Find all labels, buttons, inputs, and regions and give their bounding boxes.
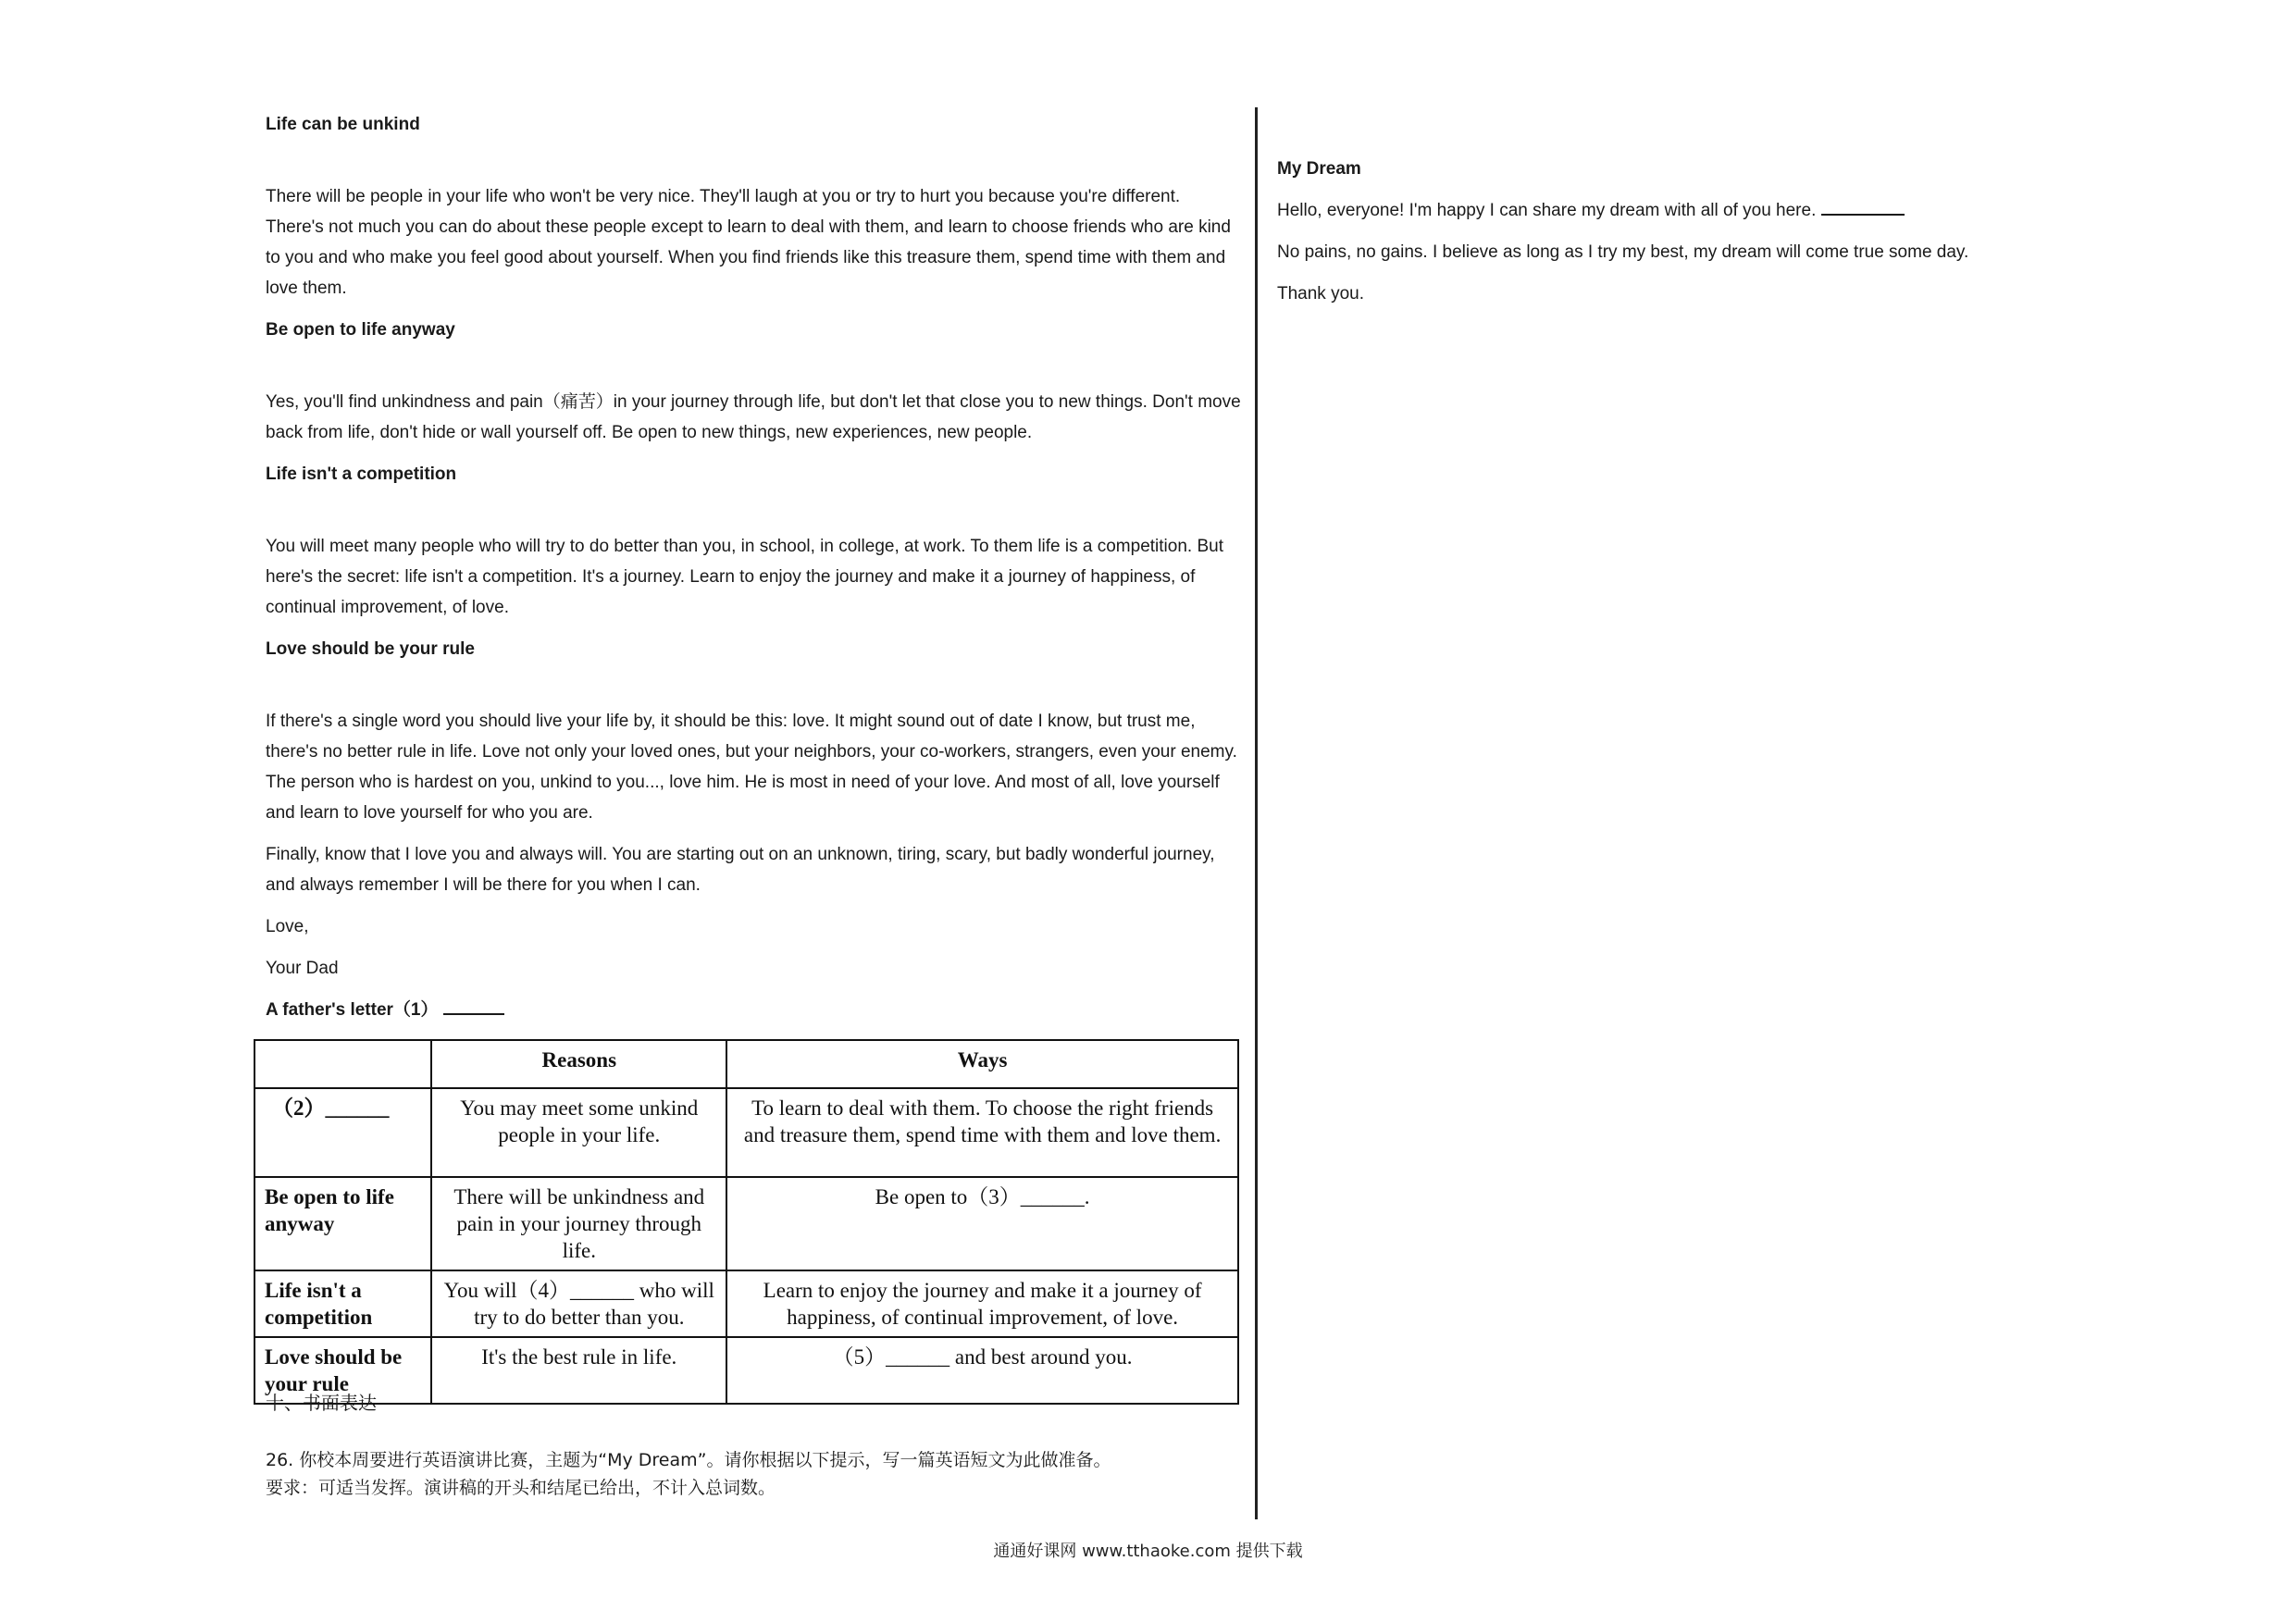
essay-closing: No pains, no gains. I believe as long as I try my best, my dream will come true some day. <box>1277 242 1969 262</box>
table-header-reasons: Reasons <box>431 1040 726 1088</box>
table-cell-reason: It's the best rule in life. <box>431 1337 726 1404</box>
left-column <box>266 109 1242 1025</box>
essay-answer-blank[interactable] <box>1821 214 1905 216</box>
table-cell-way: To learn to deal with them. To choose the right friends and treasure them, spend time with them and love them. <box>726 1088 1238 1177</box>
table-cell-label: Love should be your rule <box>254 1337 431 1404</box>
table-header-ways: Ways <box>726 1040 1238 1088</box>
table-cell-way[interactable]: （5）______ and best around you. <box>726 1337 1238 1404</box>
letter-closing: Love, <box>266 917 309 936</box>
table-cell-reason: You may meet some unkind people in your life. <box>431 1088 726 1177</box>
table-cell-reason[interactable]: You will（4）______ who will try to do better than you. <box>431 1270 726 1337</box>
section-ten-heading: 十、书面表达 <box>266 1392 377 1414</box>
table-header-empty <box>254 1040 431 1088</box>
section-title-life-unkind: Life can be unkind <box>266 115 420 134</box>
table-cell-way[interactable]: Be open to（3）______. <box>726 1177 1238 1270</box>
essay-thanks: Thank you. <box>1277 284 1364 304</box>
essay-opening-text: Hello, everyone! I'm happy I can share my dream with all of you here. <box>1277 201 1817 220</box>
table-header-row <box>254 1040 1238 1088</box>
letter-signature: Your Dad <box>266 959 339 978</box>
writing-section <box>266 1388 1247 1502</box>
column-divider <box>1255 107 1258 1519</box>
table-cell-way: Learn to enjoy the journey and make it a journey of happiness, of continual improvement, of love. <box>726 1270 1238 1337</box>
table-cell-label: Be open to life anyway <box>254 1177 431 1270</box>
section-title-competition: Life isn't a competition <box>266 465 457 484</box>
essay-opening <box>1277 195 2203 226</box>
table-row <box>254 1270 1238 1337</box>
right-column <box>1277 154 2203 309</box>
table-cell-reason: There will be unkindness and pain in your journey through life. <box>431 1177 726 1270</box>
summary-table <box>254 1039 1239 1405</box>
page-footer: 通通好课网 www.tthaoke.com 提供下载 <box>993 1542 1303 1561</box>
table-cell-label: Life isn't a competition <box>254 1270 431 1337</box>
table-caption <box>266 995 1242 1025</box>
answer-blank-1[interactable] <box>443 1013 504 1015</box>
question-26-prompt: 26. 你校本周要进行英语演讲比赛，主题为“My Dream”。请你根据以下提示，写一篇英语短文为此做准备。 <box>266 1450 1111 1470</box>
table-row <box>254 1177 1238 1270</box>
paragraph-competition: You will meet many people who will try to do better than you, in school, in college, at work. To them life is a competition. But here's the secret: life isn't a competition. It's a journey. Learn to enjoy the journey and make it a journey of happiness, of continual improvement, of love. <box>266 537 1223 617</box>
paragraph-life-unkind: There will be people in your life who won't be very nice. They'll laugh at you or try to hurt you because you're different. There's not much you can do about these people except to learn to deal with them, and learn to choose friends who are kind to you and who make you feel good about yourself. When you find friends like this treasure them, spend time with them and love them. <box>266 187 1231 298</box>
table-cell-label[interactable]: （2）______ <box>254 1088 431 1177</box>
table-caption-text: A father's letter（1） <box>266 1000 439 1020</box>
paragraph-be-open: Yes, you'll find unkindness and pain（痛苦）in your journey through life, but don't let that close you to new things. Don't move back from life, don't hide or wall yourself off. Be open to new things, new experiences, new people. <box>266 392 1241 442</box>
paragraph-love-rule: If there's a single word you should live your life by, it should be this: love. It might sound out of date I know, but trust me, there's no better rule in life. Love not only your loved ones, but your neighbors, your co-workers, strangers, even your enemy. The person who is hardest on you, unkind to you..., love him. He is most in need of your love. And most of all, love yourself and learn to love yourself for who you are. <box>266 712 1237 823</box>
essay-title: My Dream <box>1277 159 1361 179</box>
paragraph-finally: Finally, know that I love you and always will. You are starting out on an unknown, tiring, scary, but badly wonderful journey, and always remember I will be there for you when I can. <box>266 845 1215 895</box>
table-row <box>254 1088 1238 1177</box>
section-title-be-open: Be open to life anyway <box>266 320 455 340</box>
section-title-love-rule: Love should be your rule <box>266 639 475 659</box>
question-26-requirement: 要求：可适当发挥。演讲稿的开头和结尾已给出，不计入总词数。 <box>266 1478 776 1498</box>
